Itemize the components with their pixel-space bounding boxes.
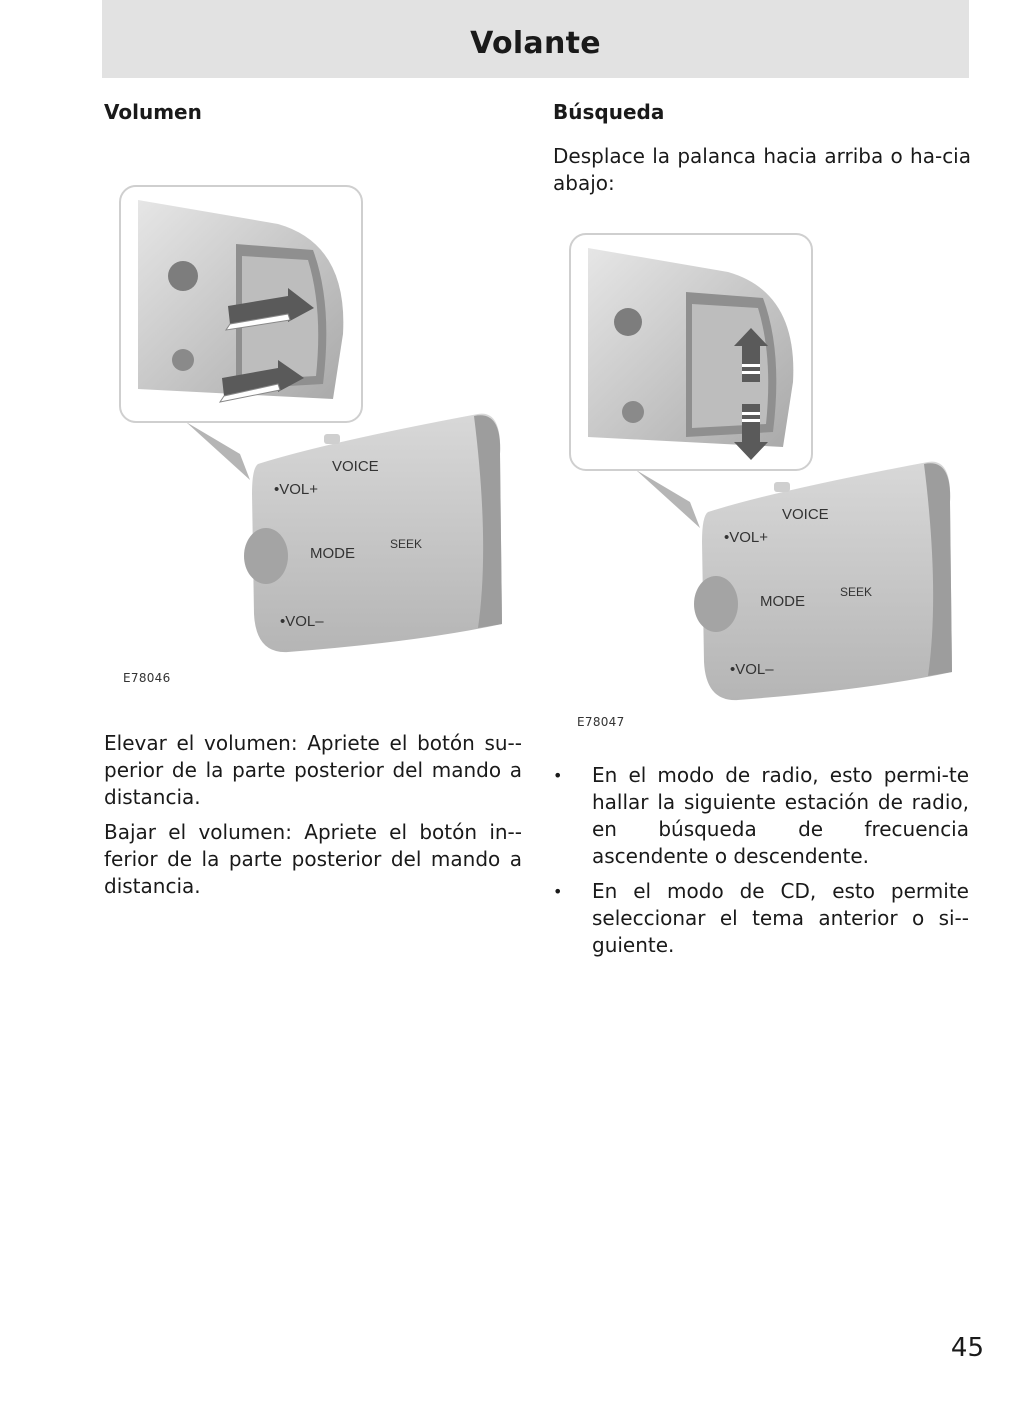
- header-bar: [102, 0, 969, 78]
- volume-control-illustration: [118, 184, 504, 654]
- figure-code-left: E78046: [123, 671, 171, 685]
- page-title: Volante: [470, 26, 601, 61]
- seek-control-illustration: [568, 232, 954, 702]
- voice-label: VOICE: [782, 506, 829, 523]
- steering-control-body: [694, 462, 952, 700]
- search-heading: Búsqueda: [553, 100, 665, 124]
- bullet-text: En el modo de radio, esto permi-te hallar la siguiente estación de radio, en búsqueda de frecuencia ascendente o descendente.: [592, 763, 969, 868]
- volume-up-paragraph: Elevar el volumen: Apriete el botón su-perior de la parte posterior del mando a distancia.: [104, 731, 522, 809]
- volume-instructions: [104, 730, 522, 908]
- list-item: [553, 878, 969, 959]
- bullet-icon: •: [553, 766, 563, 785]
- vol-down-label: •VOL–: [730, 661, 774, 678]
- search-bullet-list: [553, 762, 969, 967]
- vol-down-label: •VOL–: [280, 613, 324, 630]
- seek-label: SEEK: [390, 537, 423, 551]
- vol-up-label: •VOL+: [274, 481, 319, 498]
- list-item: [553, 762, 969, 870]
- bullet-text: En el modo de CD, esto permite seleccionar el tema anterior o si-guiente.: [592, 879, 969, 957]
- bullet-icon: •: [553, 882, 563, 901]
- volume-down-paragraph: Bajar el volumen: Apriete el botón in-ferior de la parte posterior del mando a distancia.: [104, 820, 522, 898]
- page-number: 45: [950, 1333, 984, 1363]
- mode-label: MODE: [310, 545, 355, 562]
- voice-label: VOICE: [332, 458, 379, 475]
- zoom-pointer: [186, 422, 250, 480]
- vol-up-label: •VOL+: [724, 529, 769, 546]
- seek-label: SEEK: [840, 585, 873, 599]
- steering-control-body: [244, 414, 502, 652]
- zoom-pointer: [636, 470, 700, 528]
- search-intro: Desplace la palanca hacia arriba o ha-cia abajo:: [553, 144, 971, 195]
- mode-label: MODE: [760, 593, 805, 610]
- figure-code-right: E78047: [577, 715, 625, 729]
- volume-heading: Volumen: [104, 100, 202, 124]
